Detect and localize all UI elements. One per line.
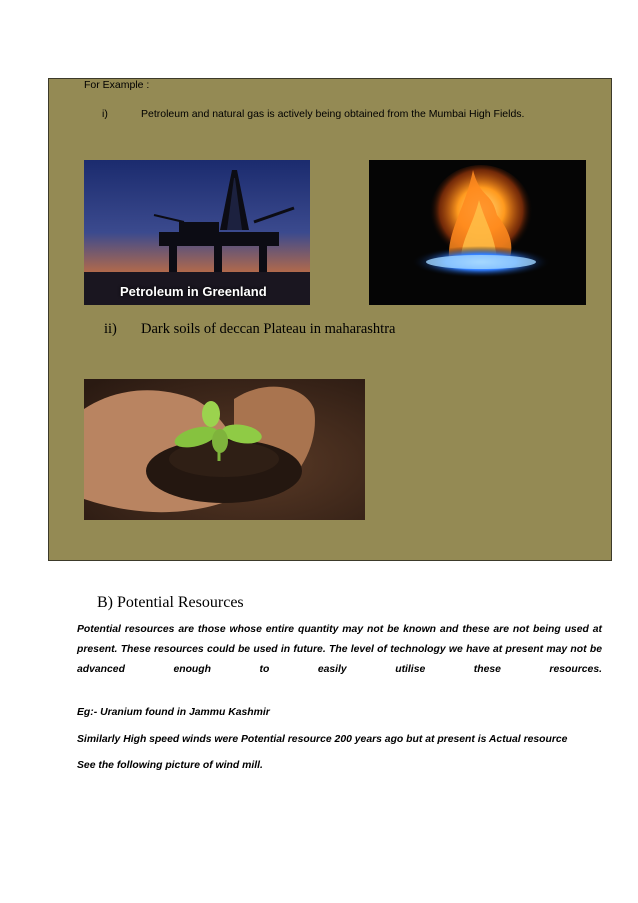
paragraph-line-3: advanced enough to easily utilise these resources. — [77, 664, 602, 675]
example-box — [48, 78, 612, 561]
example-line: Eg:- Uranium found in Jammu Kashmir — [77, 707, 270, 718]
item-2-text: Dark soils of deccan Plateau in maharashtra — [141, 321, 396, 337]
item-1-text: Petroleum and natural gas is actively being obtained from the Mumbai High Fields. — [141, 108, 525, 120]
see-picture-line: See the following picture of wind mill. — [77, 760, 263, 771]
petroleum-image — [84, 160, 310, 305]
gas-flame-image — [369, 160, 586, 305]
section-heading: B) Potential Resources — [97, 594, 244, 611]
soil-seedling-image — [84, 379, 365, 520]
paragraph-line-2: present. These resources could be used in future. The level of technology we have at present may not be — [77, 644, 602, 655]
for-example-label: For Example : — [84, 79, 150, 91]
paragraph-line-1: Potential resources are those whose entire quantity may not be known and these are not being used at — [77, 624, 602, 635]
item-1-number: i) — [102, 108, 108, 120]
petroleum-caption: Petroleum in Greenland — [120, 284, 267, 299]
similarly-line: Similarly High speed winds were Potential resource 200 years ago but at present is Actual resource — [77, 734, 568, 745]
item-2-number: ii) — [104, 321, 117, 337]
